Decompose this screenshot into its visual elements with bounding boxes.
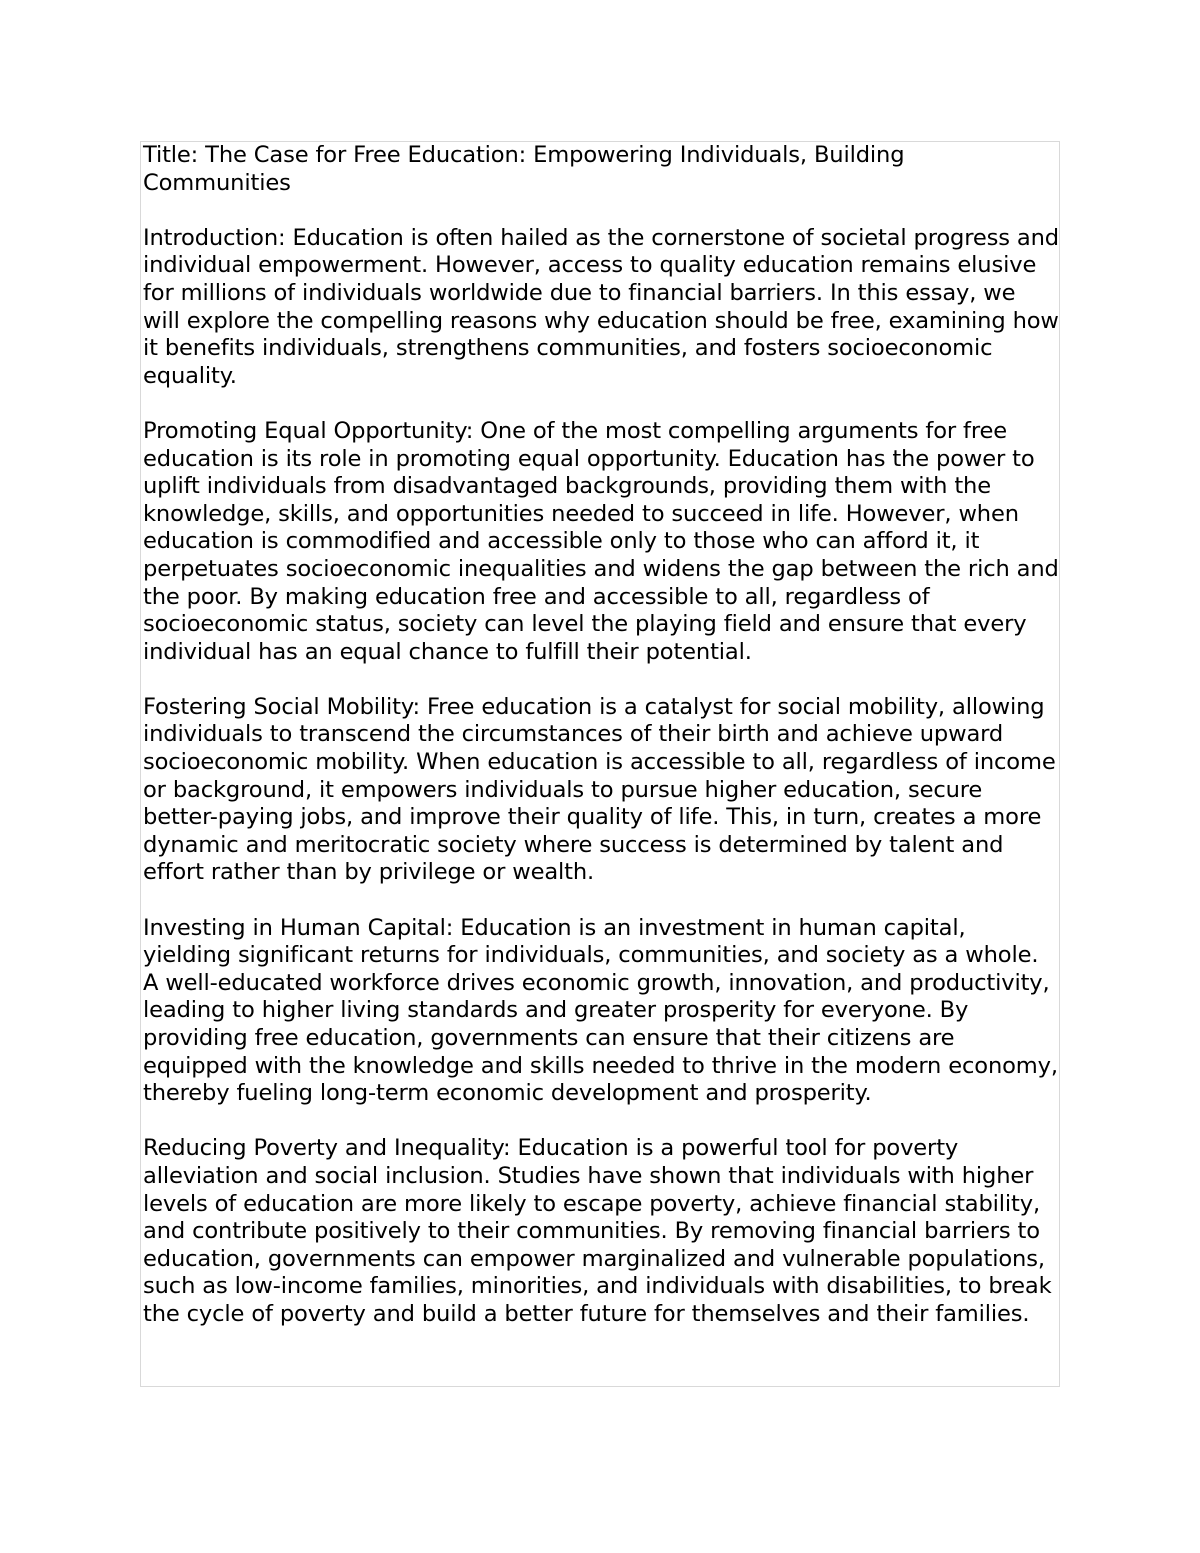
document-title: Title: The Case for Free Education: Empowering Individuals, Building Communities bbox=[143, 142, 905, 196]
paragraph-introduction: Introduction: Education is often hailed as the cornerstone of societal progress and individual empowerment. However, access to quality education remains elusive for millions of individuals worldwide due to financial barriers. In this essay, we will explore the compelling reasons why education should be free, examining how it benefits individuals, strengthens communities, and fosters socioeconomic equality. bbox=[143, 224, 1059, 389]
paragraph-human-capital: Investing in Human Capital: Education is an investment in human capital, yielding significant returns for individuals, communities, and society as a whole. A well-educated workforce drives economic growth, innovation, and productivity, leading to higher living standards and greater prosperity for everyone. By providing free education, governments can ensure that their citizens are equipped with the knowledge and skills needed to thrive in the modern economy, thereby fueling long-term economic development and prosperity. bbox=[143, 914, 1058, 1107]
text-frame bbox=[140, 141, 1060, 1387]
paragraph-equal-opportunity: Promoting Equal Opportunity: One of the most compelling arguments for free education is its role in promoting equal opportunity. Education has the power to uplift individuals from disadvantaged backgrounds, providing them with the knowledge, skills, and opportunities needed to succeed in life. However, when education is commodified and accessible only to those who can afford it, it perpetuates socioeconomic inequalities and widens the gap between the rich and the poor. By making education free and accessible to all, regardless of socioeconomic status, society can level the playing field and ensure that every individual has an equal chance to fulfill their potential. bbox=[143, 417, 1059, 665]
paragraph-poverty-inequality: Reducing Poverty and Inequality: Education is a powerful tool for poverty alleviation and social inclusion. Studies have shown that individuals with higher levels of education are more likely to escape poverty, achieve financial stability, and contribute positively to their communities. By removing financial barriers to education, governments can empower marginalized and vulnerable populations, such as low-income families, minorities, and individuals with disabilities, to break the cycle of poverty and build a better future for themselves and their families. bbox=[143, 1135, 1052, 1327]
paragraph-social-mobility: Fostering Social Mobility: Free education is a catalyst for social mobility, allowing individuals to transcend the circumstances of their birth and achieve upward socioeconomic mobility. When education is accessible to all, regardless of income or background, it empowers individuals to pursue higher education, secure better-paying jobs, and improve their quality of life. This, in turn, creates a more dynamic and meritocratic society where success is determined by talent and effort rather than by privilege or wealth. bbox=[143, 693, 1056, 886]
